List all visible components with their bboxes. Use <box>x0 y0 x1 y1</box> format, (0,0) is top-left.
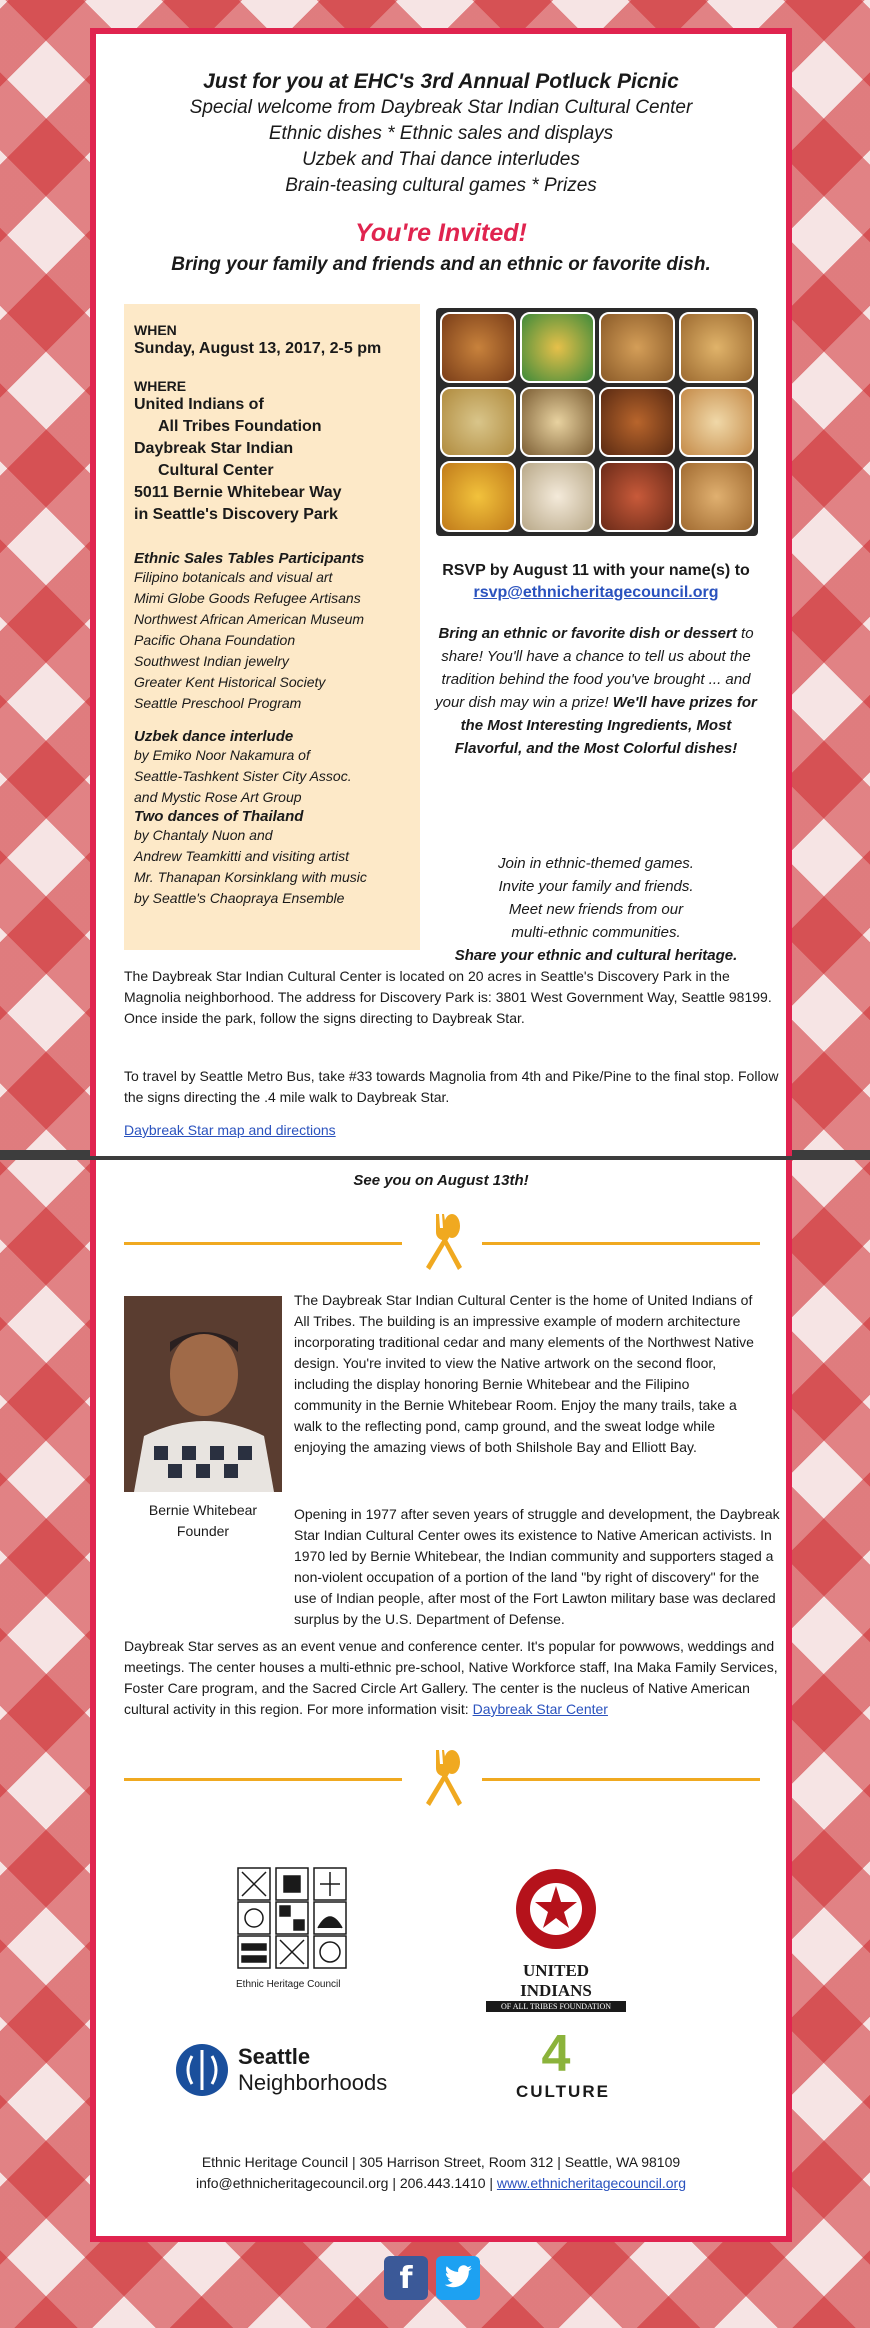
event-header <box>96 34 786 276</box>
map-link-row <box>124 1120 784 1141</box>
divider-line <box>482 1778 760 1781</box>
where-line-3: Daybreak Star Indian <box>134 440 294 457</box>
rsvp-email-link[interactable]: rsvp@ethnicheritagecouncil.org <box>473 584 719 601</box>
footer-contact-line <box>96 2173 786 2194</box>
uzbek-details <box>134 745 410 808</box>
dish-image <box>599 387 675 458</box>
join-block <box>428 852 764 967</box>
invited-heading: You're Invited! <box>355 219 527 247</box>
participants-heading: Ethnic Sales Tables Participants <box>134 550 365 567</box>
bring-line: Bring your family and friends and an ethnic or favorite dish. <box>171 254 711 275</box>
ehc-emblem-icon <box>236 1866 348 1970</box>
bus-paragraph: To travel by Seattle Metro Bus, take #33 towards Magnolia from 4th and Pike/Pine to the final stop. Follow the signs directing the .4 mile walk to Daybreak Star. <box>124 1068 779 1105</box>
dish-image <box>520 461 596 532</box>
where-address <box>134 394 410 526</box>
divider-line <box>124 1242 402 1245</box>
footer-email-phone: info@ethnicheritagecouncil.org | 206.443.1410 | <box>195 2175 494 2191</box>
invitation-card-bottom <box>90 1160 792 2242</box>
bio-paragraph-2: Opening in 1977 after seven years of struggle and development, the Daybreak Star Indian Cultural Center owes its existence to Native American activists. In 1970 led by Bernie Whitebear, the Indian community and supporters staged a non-violent occupation of a portion of the land "by right of discovery" for the use of Indian people, after most of the Fort Lawton military base was declared surplus by the U.S. Department of Defense. <box>294 1506 780 1627</box>
header-line-3: Uzbek and Thai dance interludes <box>302 149 580 170</box>
uiatf-logo <box>486 1866 626 2012</box>
fork-spoon-divider <box>124 1748 760 1808</box>
dish-image <box>440 387 516 458</box>
dish-image <box>679 387 755 458</box>
divider-line <box>124 1778 402 1781</box>
food-collage-image <box>436 308 758 536</box>
uzbek-line: by Emiko Noor Nakamura of <box>134 747 310 763</box>
participant-item: Southwest Indian jewelry <box>134 653 289 669</box>
dish-image <box>679 312 755 383</box>
details-columns <box>124 304 764 964</box>
founder-name: Bernie Whitebear <box>148 1502 258 1518</box>
uiatf-name: UNITED INDIANS <box>520 1961 592 2000</box>
see-you-heading: See you on August 13th! <box>353 1172 529 1189</box>
event-title: Just for you at EHC's 3rd Annual Potluck Picnic <box>203 70 679 93</box>
footer-website-link[interactable]: www.ethnicheritagecouncil.org <box>496 2175 687 2191</box>
founder-photo <box>124 1296 282 1492</box>
dish-image <box>599 461 675 532</box>
thai-line: by Seattle's Chaopraya Ensemble <box>134 890 345 906</box>
participant-item: Pacific Ohana Foundation <box>134 632 296 648</box>
neighborhoods-word: Neighborhoods <box>238 2070 388 2095</box>
join-line: Join in ethnic-themed games. <box>498 855 694 872</box>
participant-item: Mimi Globe Goods Refugee Artisans <box>134 590 361 606</box>
uzbek-line: Seattle-Tashkent Sister City Assoc. <box>134 768 352 784</box>
dish-image <box>679 461 755 532</box>
participants-list <box>134 567 410 714</box>
location-paragraph: The Daybreak Star Indian Cultural Center is located on 20 acres in Seattle's Discovery Park in the Magnolia neighborhood. The address for Discovery Park is: 3801 West Government Way, Seattle 98199. Once inside the park, follow the signs directing to Daybreak Star. <box>124 968 772 1026</box>
info-column <box>428 304 764 964</box>
bio-paragraph-1: The Daybreak Star Indian Cultural Center is the home of United Indians of All Tribes. The building is an impressive example of modern architecture incorporating traditional cedar and many elements of the Northwest Native design. You're invited to view the Native artwork on the second floor, including the display honoring Bernie Whitebear and the Filipino community in the Bernie Whitebear Room. Enjoy the many trails, take a walk to the reflecting pond, camp ground, and the sweat lodge while enjoying the amazing views of both Shilshole Bay and Elliott Bay. <box>294 1292 754 1455</box>
where-line-6: in Seattle's Discovery Park <box>134 506 338 523</box>
daybreak-star-center-link[interactable]: Daybreak Star Center <box>472 1701 608 1717</box>
footer-address: Ethnic Heritage Council | 305 Harrison Street, Room 312 | Seattle, WA 98109 <box>201 2154 681 2170</box>
bio-paragraph-3-text: Daybreak Star serves as an event venue and conference center. It's popular for powwows, weddings and meetings. The center houses a multi-ethnic pre-school, Native Workforce staff, Ina Maka Family Services, Foster Care program, and the Sacred Circle Art Gallery. The center is the nucleus of Native American cultural activity in this region. For more information visit: <box>124 1638 778 1717</box>
4culture-number: 4 <box>541 2025 571 2083</box>
uiatf-subtitle: OF ALL TRIBES FOUNDATION <box>486 2001 626 2012</box>
sponsor-logos <box>96 1866 786 2166</box>
dish-image <box>520 387 596 458</box>
star-seal-icon <box>513 1866 599 1952</box>
founder-portrait-icon <box>124 1296 282 1492</box>
founder-title: Founder <box>176 1523 230 1539</box>
thai-line: Mr. Thanapan Korsinklang with music <box>134 869 367 885</box>
4culture-logo <box>516 2025 610 2102</box>
participant-item: Greater Kent Historical Society <box>134 674 326 690</box>
header-line-4: Brain-teasing cultural games * Prizes <box>285 175 597 196</box>
where-label: WHERE <box>134 378 187 394</box>
where-line-2: All Tribes Foundation <box>158 418 322 435</box>
dish-image <box>440 461 516 532</box>
fork-spoon-icon <box>422 1212 466 1274</box>
uzbek-heading: Uzbek dance interlude <box>134 728 294 745</box>
fork-spoon-divider <box>124 1212 760 1272</box>
seattle-neighborhoods-logo <box>174 2042 414 2102</box>
uzbek-line: and Mystic Rose Art Group <box>134 789 302 805</box>
seattle-word: Seattle <box>238 2044 311 2069</box>
join-line: multi-ethnic communities. <box>511 924 681 941</box>
social-links <box>384 2256 486 2304</box>
thai-details <box>134 825 410 909</box>
join-bold: Share your ethnic and cultural heritage. <box>454 947 738 964</box>
4culture-word: CULTURE <box>516 2082 610 2101</box>
participant-item: Northwest African American Museum <box>134 611 365 627</box>
bring-dish-intro: Bring an ethnic or favorite dish or dessert <box>438 625 737 642</box>
thai-line: by Chantaly Nuon and <box>134 827 273 843</box>
thai-line: Andrew Teamkitti and visiting artist <box>134 848 350 864</box>
twitter-icon[interactable] <box>436 2256 480 2300</box>
bring-dish-block <box>428 622 764 760</box>
bring-dish-prizes: We'll have prizes for the Most Interesting Ingredients, Most Flavorful, and the Most Colorful dishes! <box>454 694 757 757</box>
where-line-5: 5011 Bernie Whitebear Way <box>134 484 342 501</box>
ehc-logo-label: Ethnic Heritage Council <box>236 1979 341 1990</box>
facebook-icon[interactable]: f <box>384 2256 428 2300</box>
dish-image <box>520 312 596 383</box>
join-line: Meet new friends from our <box>508 901 684 918</box>
join-line: Invite your family and friends. <box>498 878 694 895</box>
bio-paragraph-3 <box>124 1636 784 1720</box>
rsvp-block <box>428 560 764 604</box>
details-panel <box>124 304 420 950</box>
fork-spoon-icon <box>422 1748 466 1810</box>
dish-image <box>599 312 675 383</box>
map-directions-link[interactable]: Daybreak Star map and directions <box>124 1122 336 1138</box>
twitter-bird-icon <box>443 2265 473 2291</box>
seattle-emblem-icon <box>174 2042 230 2098</box>
participant-item: Seattle Preschool Program <box>134 695 302 711</box>
dish-image <box>440 312 516 383</box>
footer-contact <box>96 2152 786 2194</box>
participant-item: Filipino botanicals and visual art <box>134 569 333 585</box>
bring-dish-body: to share! You'll have a chance to tell us about the tradition behind the food you've brought ... and your dish may win a prize! <box>435 625 754 711</box>
when-label: WHEN <box>134 322 177 338</box>
rsvp-text: RSVP by August 11 with your name(s) to <box>442 562 750 579</box>
when-value: Sunday, August 13, 2017, 2-5 pm <box>134 340 382 357</box>
invitation-card-top <box>90 28 792 1156</box>
divider-line <box>482 1242 760 1245</box>
header-line-2: Ethnic dishes * Ethnic sales and displays <box>268 123 614 144</box>
header-line-1: Special welcome from Daybreak Star Indian Cultural Center <box>189 97 693 118</box>
thai-heading: Two dances of Thailand <box>134 808 304 825</box>
where-line-4: Cultural Center <box>158 462 274 479</box>
where-line-1: United Indians of <box>134 396 264 413</box>
ehc-logo <box>236 1866 356 1990</box>
